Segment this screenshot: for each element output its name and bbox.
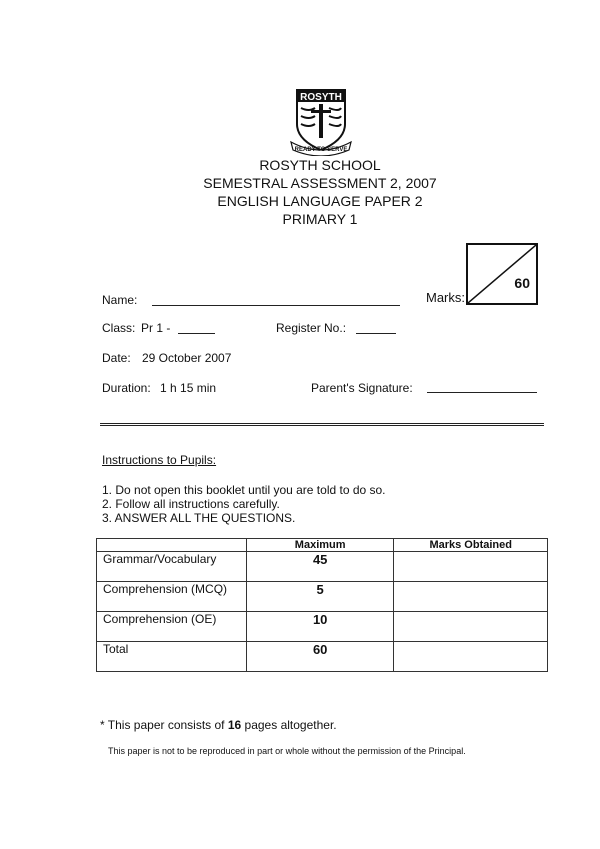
section-cell: Comprehension (MCQ) bbox=[97, 582, 247, 612]
maximum-cell: 10 bbox=[246, 612, 394, 642]
duration-value: 1 h 15 min bbox=[160, 381, 217, 395]
signature-field[interactable] bbox=[427, 392, 537, 393]
table-row bbox=[97, 552, 548, 582]
header-section bbox=[97, 539, 247, 552]
table-row bbox=[97, 612, 548, 642]
header-marks-obtained: Marks Obtained bbox=[394, 539, 548, 552]
marks-total: 60 bbox=[514, 275, 530, 291]
maximum-cell: 60 bbox=[246, 642, 394, 672]
score-table bbox=[96, 538, 548, 672]
section-cell: Total bbox=[97, 642, 247, 672]
marks-obtained-cell[interactable] bbox=[394, 552, 548, 582]
maximum-cell: 5 bbox=[246, 582, 394, 612]
pages-suffix: pages altogether. bbox=[241, 718, 337, 732]
divider bbox=[100, 423, 544, 426]
level-title: PRIMARY 1 bbox=[282, 211, 358, 227]
register-label: Register No.: bbox=[276, 321, 347, 335]
table-row bbox=[97, 642, 548, 672]
name-field[interactable] bbox=[152, 305, 400, 306]
school-crest-logo bbox=[289, 84, 353, 156]
table-header-row bbox=[97, 539, 548, 552]
instruction-item: 2. Follow all instructions carefully. bbox=[102, 497, 280, 511]
pages-prefix: * This paper consists of bbox=[100, 718, 228, 732]
school-name: ROSYTH SCHOOL bbox=[259, 157, 381, 173]
marks-obtained-cell[interactable] bbox=[394, 582, 548, 612]
signature-label: Parent's Signature: bbox=[311, 381, 413, 395]
class-field[interactable] bbox=[178, 333, 215, 334]
marks-obtained-cell[interactable] bbox=[394, 642, 548, 672]
duration-label: Duration: bbox=[102, 381, 151, 395]
marks-box bbox=[466, 243, 538, 305]
name-label: Name: bbox=[102, 293, 138, 307]
marks-label: Marks: bbox=[426, 290, 465, 305]
instruction-item: 3. ANSWER ALL THE QUESTIONS. bbox=[102, 511, 296, 525]
date-label: Date: bbox=[102, 351, 131, 365]
table-row bbox=[97, 582, 548, 612]
pages-count: 16 bbox=[227, 718, 242, 732]
header-maximum: Maximum bbox=[246, 539, 394, 552]
instruction-item: 1. Do not open this booklet until you are told to do so. bbox=[102, 483, 386, 497]
register-field[interactable] bbox=[356, 333, 396, 334]
instructions-title: Instructions to Pupils: bbox=[102, 453, 217, 467]
crest-banner-text: ROSYTH bbox=[300, 92, 342, 103]
section-cell: Comprehension (OE) bbox=[97, 612, 247, 642]
assessment-title: SEMESTRAL ASSESSMENT 2, 2007 bbox=[203, 175, 437, 191]
section-cell: Grammar/Vocabulary bbox=[97, 552, 247, 582]
paper-title: ENGLISH LANGUAGE PAPER 2 bbox=[217, 193, 423, 209]
class-label: Class: bbox=[102, 321, 136, 335]
crest-motto-text: READY TO SERVE bbox=[294, 147, 348, 153]
pages-note bbox=[100, 718, 337, 732]
copyright-notice: This paper is not to be reproduced in part or whole without the permission of the Principal. bbox=[108, 746, 466, 756]
maximum-cell: 45 bbox=[246, 552, 394, 582]
date-value: 29 October 2007 bbox=[142, 351, 232, 365]
class-value: Pr 1 - bbox=[141, 321, 171, 335]
marks-obtained-cell[interactable] bbox=[394, 612, 548, 642]
